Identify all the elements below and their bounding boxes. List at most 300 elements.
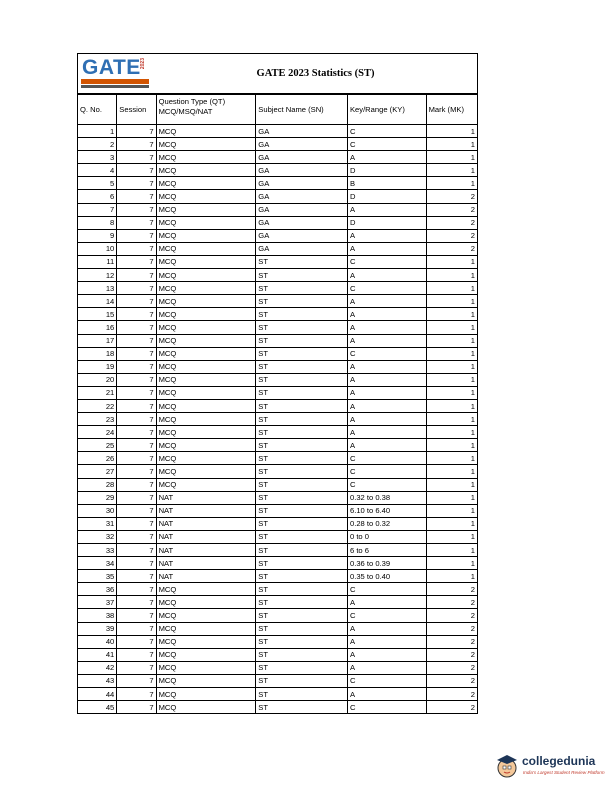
cell-key: D [347,216,426,229]
cell-session: 7 [117,282,156,295]
cell-session: 7 [117,164,156,177]
brand-tagline: India's Largest Student Review Platform [523,770,605,775]
cell-key: B [347,177,426,190]
cell-mark: 2 [426,609,477,622]
cell-session: 7 [117,504,156,517]
cell-qno: 42 [78,661,117,674]
table-row [78,661,478,674]
cell-question-type: MCQ [156,321,256,334]
cell-question-type: MCQ [156,360,256,373]
cell-subject: ST [256,596,348,609]
cell-session: 7 [117,622,156,635]
sheet-header [77,53,478,94]
cell-qno: 28 [78,478,117,491]
cell-subject: GA [256,125,348,138]
cell-session: 7 [117,308,156,321]
cell-qno: 24 [78,426,117,439]
col-header-qno: Q. No. [78,95,117,125]
cell-mark: 2 [426,203,477,216]
cell-key: C [347,255,426,268]
brand-name: collegedunia [522,754,596,768]
cell-subject: ST [256,557,348,570]
cell-key: 6.10 to 6.40 [347,504,426,517]
cell-qno: 15 [78,308,117,321]
table-row [78,164,478,177]
gate-logo-year: 2023 [140,58,146,70]
cell-question-type: MCQ [156,164,256,177]
cell-qno: 5 [78,177,117,190]
cell-subject: GA [256,138,348,151]
cell-mark: 1 [426,151,477,164]
cell-session: 7 [117,648,156,661]
cell-question-type: MCQ [156,334,256,347]
cell-question-type: MCQ [156,439,256,452]
cell-session: 7 [117,229,156,242]
cell-qno: 22 [78,399,117,412]
cell-subject: ST [256,386,348,399]
col-header-key: Key/Range (KY) [347,95,426,125]
cell-question-type: MCQ [156,308,256,321]
cell-mark: 2 [426,661,477,674]
cell-subject: ST [256,399,348,412]
cell-key: A [347,386,426,399]
cell-subject: ST [256,570,348,583]
cell-qno: 11 [78,255,117,268]
answer-key-table [77,94,478,714]
cell-qno: 33 [78,544,117,557]
cell-subject: ST [256,308,348,321]
mascot-icon [494,753,520,779]
cell-key: A [347,229,426,242]
cell-key: A [347,203,426,216]
cell-mark: 1 [426,177,477,190]
table-row [78,674,478,687]
cell-question-type: NAT [156,557,256,570]
cell-key: A [347,295,426,308]
cell-session: 7 [117,151,156,164]
cell-key: 6 to 6 [347,544,426,557]
cell-mark: 1 [426,138,477,151]
table-row [78,583,478,596]
cell-session: 7 [117,465,156,478]
cell-subject: ST [256,439,348,452]
cell-session: 7 [117,439,156,452]
cell-subject: ST [256,347,348,360]
col-header-question-type: Question Type (QT) MCQ/MSQ/NAT [156,95,256,125]
cell-session: 7 [117,321,156,334]
table-row [78,701,478,714]
cell-subject: ST [256,648,348,661]
cell-subject: ST [256,544,348,557]
cell-mark: 1 [426,452,477,465]
cell-mark: 2 [426,648,477,661]
cell-question-type: NAT [156,517,256,530]
cell-session: 7 [117,203,156,216]
cell-question-type: MCQ [156,282,256,295]
cell-session: 7 [117,452,156,465]
cell-mark: 1 [426,426,477,439]
cell-key: C [347,583,426,596]
cell-session: 7 [117,478,156,491]
cell-subject: ST [256,609,348,622]
cell-question-type: MCQ [156,596,256,609]
cell-session: 7 [117,373,156,386]
table-row [78,413,478,426]
cell-question-type: MCQ [156,622,256,635]
cell-subject: ST [256,321,348,334]
cell-question-type: NAT [156,491,256,504]
cell-session: 7 [117,347,156,360]
cell-key: 0.28 to 0.32 [347,517,426,530]
cell-subject: GA [256,151,348,164]
cell-session: 7 [117,688,156,701]
cell-question-type: MCQ [156,151,256,164]
cell-qno: 40 [78,635,117,648]
cell-key: A [347,596,426,609]
table-row [78,255,478,268]
cell-qno: 21 [78,386,117,399]
col-header-session: Session [117,95,156,125]
cell-subject: ST [256,491,348,504]
cell-qno: 31 [78,517,117,530]
cell-qno: 6 [78,190,117,203]
table-row [78,138,478,151]
cell-key: A [347,151,426,164]
cell-key: A [347,426,426,439]
cell-question-type: MCQ [156,216,256,229]
cell-question-type: MCQ [156,229,256,242]
table-row [78,635,478,648]
cell-subject: ST [256,282,348,295]
table-row [78,203,478,216]
cell-subject: ST [256,688,348,701]
table-row [78,373,478,386]
cell-key: 0.35 to 0.40 [347,570,426,583]
cell-subject: ST [256,622,348,635]
cell-qno: 45 [78,701,117,714]
table-row [78,360,478,373]
cell-qno: 25 [78,439,117,452]
cell-mark: 1 [426,295,477,308]
cell-qno: 26 [78,452,117,465]
cell-qno: 16 [78,321,117,334]
cell-mark: 1 [426,491,477,504]
cell-question-type: MCQ [156,701,256,714]
cell-qno: 29 [78,491,117,504]
table-row [78,688,478,701]
cell-subject: ST [256,255,348,268]
cell-qno: 1 [78,125,117,138]
cell-session: 7 [117,701,156,714]
cell-key: C [347,138,426,151]
cell-subject: ST [256,674,348,687]
cell-key: 0.32 to 0.38 [347,491,426,504]
cell-subject: ST [256,583,348,596]
cell-qno: 38 [78,609,117,622]
cell-session: 7 [117,674,156,687]
cell-session: 7 [117,530,156,543]
cell-qno: 19 [78,360,117,373]
cell-session: 7 [117,242,156,255]
cell-qno: 4 [78,164,117,177]
cell-subject: ST [256,426,348,439]
cell-qno: 17 [78,334,117,347]
cell-question-type: MCQ [156,373,256,386]
cell-question-type: MCQ [156,255,256,268]
table-row [78,229,478,242]
cell-mark: 2 [426,190,477,203]
cell-mark: 1 [426,269,477,282]
cell-question-type: NAT [156,544,256,557]
cell-question-type: MCQ [156,674,256,687]
cell-subject: GA [256,216,348,229]
table-row [78,125,478,138]
cell-question-type: MCQ [156,242,256,255]
cell-subject: ST [256,530,348,543]
cell-session: 7 [117,426,156,439]
cell-question-type: MCQ [156,399,256,412]
cell-subject: ST [256,465,348,478]
cell-mark: 2 [426,701,477,714]
cell-qno: 41 [78,648,117,661]
cell-mark: 1 [426,347,477,360]
cell-mark: 1 [426,413,477,426]
cell-subject: ST [256,517,348,530]
cell-subject: ST [256,413,348,426]
gate-logo-band [81,79,149,84]
cell-mark: 2 [426,583,477,596]
table-row [78,557,478,570]
cell-mark: 2 [426,596,477,609]
cell-session: 7 [117,177,156,190]
cell-session: 7 [117,295,156,308]
table-row [78,282,478,295]
table-row [78,648,478,661]
cell-subject: ST [256,701,348,714]
cell-mark: 1 [426,530,477,543]
cell-session: 7 [117,190,156,203]
cell-qno: 32 [78,530,117,543]
cell-key: A [347,439,426,452]
cell-mark: 2 [426,674,477,687]
cell-qno: 18 [78,347,117,360]
cell-key: A [347,308,426,321]
cell-mark: 1 [426,334,477,347]
cell-qno: 27 [78,465,117,478]
cell-key: A [347,688,426,701]
cell-question-type: MCQ [156,269,256,282]
cell-mark: 2 [426,622,477,635]
cell-subject: ST [256,452,348,465]
cell-qno: 39 [78,622,117,635]
col-header-mark: Mark (MK) [426,95,477,125]
cell-question-type: MCQ [156,661,256,674]
cell-mark: 1 [426,399,477,412]
cell-key: A [347,622,426,635]
cell-key: 0 to 0 [347,530,426,543]
table-row [78,530,478,543]
cell-key: C [347,125,426,138]
cell-question-type: MCQ [156,347,256,360]
cell-key: C [347,609,426,622]
cell-key: A [347,269,426,282]
table-row [78,439,478,452]
table-row [78,570,478,583]
cell-question-type: NAT [156,504,256,517]
cell-session: 7 [117,399,156,412]
cell-subject: GA [256,164,348,177]
table-row [78,334,478,347]
cell-subject: ST [256,504,348,517]
table-row [78,295,478,308]
cell-subject: GA [256,242,348,255]
cell-subject: GA [256,190,348,203]
cell-qno: 7 [78,203,117,216]
table-row [78,478,478,491]
cell-key: A [347,399,426,412]
cell-mark: 2 [426,635,477,648]
table-row [78,609,478,622]
cell-key: A [347,373,426,386]
cell-question-type: MCQ [156,295,256,308]
cell-question-type: MCQ [156,465,256,478]
cell-subject: GA [256,229,348,242]
cell-question-type: MCQ [156,609,256,622]
cell-session: 7 [117,596,156,609]
cell-mark: 1 [426,504,477,517]
cell-session: 7 [117,360,156,373]
cell-session: 7 [117,413,156,426]
cell-session: 7 [117,661,156,674]
cell-subject: ST [256,635,348,648]
cell-session: 7 [117,334,156,347]
cell-mark: 1 [426,308,477,321]
cell-session: 7 [117,609,156,622]
cell-key: C [347,282,426,295]
table-row [78,622,478,635]
cell-question-type: MCQ [156,413,256,426]
cell-subject: ST [256,478,348,491]
cell-qno: 44 [78,688,117,701]
cell-key: A [347,334,426,347]
cell-mark: 1 [426,478,477,491]
cell-qno: 23 [78,413,117,426]
table-row [78,596,478,609]
cell-mark: 2 [426,242,477,255]
col-header-subject: Subject Name (SN) [256,95,348,125]
cell-key: A [347,635,426,648]
cell-question-type: MCQ [156,386,256,399]
cell-mark: 1 [426,373,477,386]
gate-logo-subband [81,85,149,88]
cell-question-type: NAT [156,530,256,543]
cell-mark: 2 [426,688,477,701]
cell-session: 7 [117,269,156,282]
table-row [78,269,478,282]
table-header-row [78,95,478,125]
answer-key-sheet [77,53,478,714]
cell-key: A [347,648,426,661]
gate-logo [78,54,154,93]
cell-subject: ST [256,360,348,373]
table-row [78,321,478,334]
cell-qno: 2 [78,138,117,151]
cell-qno: 35 [78,570,117,583]
cell-qno: 13 [78,282,117,295]
table-row [78,190,478,203]
cell-qno: 12 [78,269,117,282]
cell-qno: 14 [78,295,117,308]
table-row [78,399,478,412]
cell-mark: 1 [426,439,477,452]
table-row [78,151,478,164]
cell-session: 7 [117,255,156,268]
cell-session: 7 [117,570,156,583]
cell-session: 7 [117,491,156,504]
cell-key: A [347,360,426,373]
table-row [78,426,478,439]
cell-mark: 1 [426,282,477,295]
gate-logo-text: GATE [82,56,141,79]
cell-mark: 1 [426,164,477,177]
cell-qno: 3 [78,151,117,164]
cell-mark: 1 [426,517,477,530]
cell-subject: ST [256,661,348,674]
cell-question-type: MCQ [156,203,256,216]
cell-qno: 30 [78,504,117,517]
table-row [78,386,478,399]
cell-key: C [347,674,426,687]
cell-qno: 43 [78,674,117,687]
table-row [78,504,478,517]
cell-key: C [347,465,426,478]
cell-subject: ST [256,295,348,308]
table-row [78,308,478,321]
table-row [78,216,478,229]
cell-question-type: MCQ [156,125,256,138]
cell-qno: 34 [78,557,117,570]
cell-subject: ST [256,373,348,386]
cell-question-type: MCQ [156,478,256,491]
cell-mark: 1 [426,465,477,478]
cell-question-type: MCQ [156,190,256,203]
cell-key: C [347,701,426,714]
cell-question-type: MCQ [156,452,256,465]
table-row [78,242,478,255]
cell-key: D [347,190,426,203]
cell-qno: 8 [78,216,117,229]
cell-qno: 9 [78,229,117,242]
cell-session: 7 [117,125,156,138]
cell-key: A [347,413,426,426]
cell-subject: GA [256,177,348,190]
cell-mark: 1 [426,386,477,399]
cell-mark: 1 [426,544,477,557]
cell-question-type: MCQ [156,635,256,648]
cell-key: C [347,452,426,465]
table-row [78,544,478,557]
cell-question-type: MCQ [156,688,256,701]
cell-key: A [347,242,426,255]
cell-mark: 1 [426,321,477,334]
cell-key: 0.36 to 0.39 [347,557,426,570]
cell-session: 7 [117,583,156,596]
cell-key: D [347,164,426,177]
cell-question-type: MCQ [156,648,256,661]
cell-session: 7 [117,635,156,648]
table-row [78,347,478,360]
cell-question-type: MCQ [156,426,256,439]
